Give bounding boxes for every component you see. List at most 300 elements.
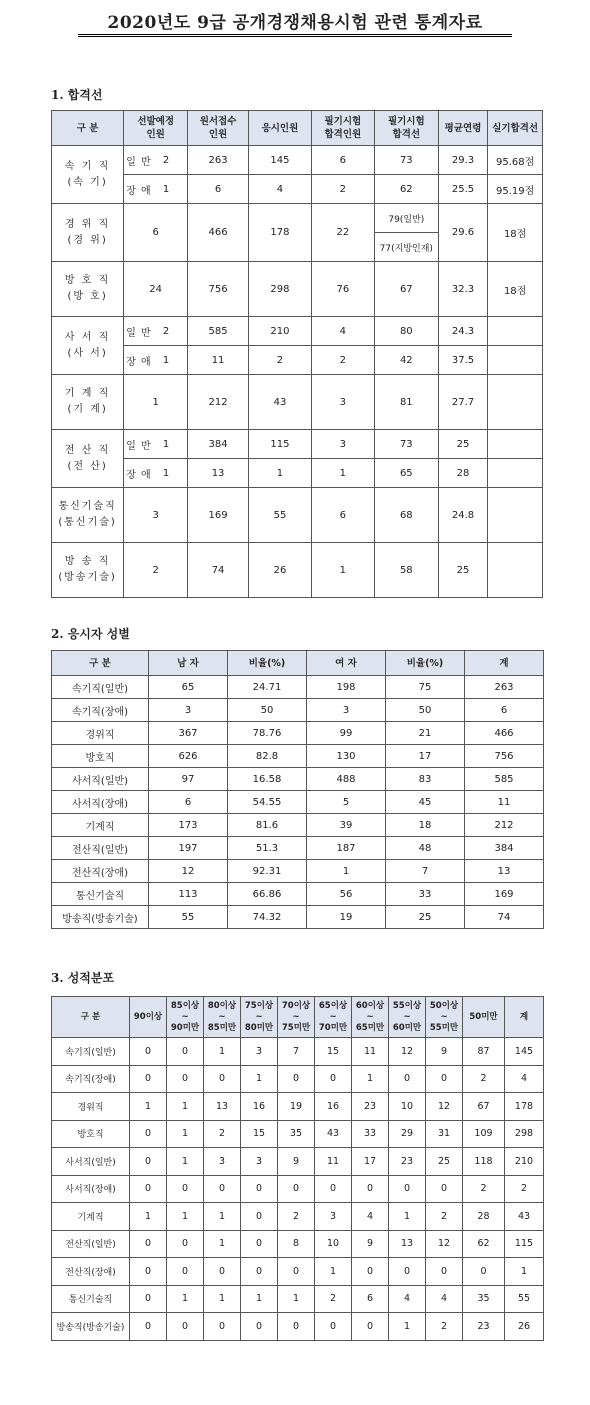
- table-cell: 15: [315, 1038, 352, 1066]
- table-cell: 19: [307, 906, 386, 929]
- cell-pass: 1: [311, 543, 374, 598]
- table-cell: 87: [463, 1038, 505, 1066]
- planned-count: 3: [124, 488, 188, 543]
- cell-pass: 22: [311, 204, 374, 262]
- row-label: 방송직(방송기술): [52, 906, 149, 929]
- table-header-row: [52, 997, 544, 1038]
- column-header: 남 자: [149, 651, 228, 676]
- table-cell: 2: [315, 1285, 352, 1313]
- cell-prac: [488, 459, 543, 488]
- column-header: 선발예정 인원: [124, 111, 188, 146]
- table-cell: 13: [389, 1230, 426, 1258]
- table-cell: 83: [386, 768, 465, 791]
- table-cell: 0: [130, 1038, 167, 1066]
- table-cell: 1: [167, 1203, 204, 1231]
- table-cell: 0: [167, 1313, 204, 1341]
- cell-cut: 68: [374, 488, 438, 543]
- table-cell: 178: [505, 1093, 544, 1121]
- table-row: [52, 791, 544, 814]
- table-cell: 0: [241, 1313, 278, 1341]
- table-cell: 48: [386, 837, 465, 860]
- table-row: [52, 175, 543, 204]
- cell-take: 4: [248, 175, 311, 204]
- cell-age: 29.3: [438, 146, 488, 175]
- table-cell: 0: [278, 1258, 315, 1286]
- planned-count: 2: [163, 146, 188, 175]
- table-cell: 0: [241, 1175, 278, 1203]
- cell-cut: 65: [374, 459, 438, 488]
- cell-prac: [488, 488, 543, 543]
- table-cell: 0: [167, 1038, 204, 1066]
- table-cell: 115: [505, 1230, 544, 1258]
- table-cell: 585: [465, 768, 544, 791]
- table-cell: 50: [386, 699, 465, 722]
- table-cell: 50: [228, 699, 307, 722]
- table-cell: 187: [307, 837, 386, 860]
- table-cell: 1: [352, 1065, 389, 1093]
- cell-pass: 3: [311, 430, 374, 459]
- cell-apply: 13: [188, 459, 249, 488]
- table-row: [52, 375, 543, 430]
- table-cell: 4: [389, 1285, 426, 1313]
- row-label: 속기직(일반): [52, 1038, 130, 1066]
- table-cell: 7: [386, 860, 465, 883]
- cell-age: 29.6: [438, 204, 488, 262]
- table-cell: 11: [465, 791, 544, 814]
- table-header-row: [52, 651, 544, 676]
- table-cell: 2: [278, 1203, 315, 1231]
- table-cell: 28: [463, 1203, 505, 1231]
- subtype-label: 장 애: [124, 346, 163, 375]
- row-label: 사서직(장애): [52, 1175, 130, 1203]
- table-cell: 54.55: [228, 791, 307, 814]
- cell-cut: 62: [374, 175, 438, 204]
- title-underline: [78, 34, 512, 37]
- column-header: 응시인원: [248, 111, 311, 146]
- table-cell: 0: [130, 1175, 167, 1203]
- table-cell: 9: [278, 1148, 315, 1176]
- table-cell: 1: [167, 1120, 204, 1148]
- position-name: 전 산 직 (전 산): [52, 430, 124, 488]
- column-header: 구 분: [52, 651, 149, 676]
- cell-prac: 18점: [488, 204, 543, 262]
- cell-apply: 263: [188, 146, 249, 175]
- position-name: 통신기술직 (통신기술): [52, 488, 124, 543]
- subtype-label: 장 애: [124, 459, 163, 488]
- cell-age: 27.7: [438, 375, 488, 430]
- column-header: 원서접수 인원: [188, 111, 249, 146]
- table-cell: 1: [167, 1093, 204, 1121]
- table-cell: 39: [307, 814, 386, 837]
- cell-apply: 6: [188, 175, 249, 204]
- gender-table: [51, 650, 544, 929]
- row-label: 방호직: [52, 1120, 130, 1148]
- position-name: 경 위 직 (경 위): [52, 204, 124, 262]
- table-cell: 1: [167, 1148, 204, 1176]
- table-cell: 367: [149, 722, 228, 745]
- table-cell: 0: [130, 1120, 167, 1148]
- cell-apply: 212: [188, 375, 249, 430]
- table-row: [52, 459, 543, 488]
- table-cell: 66.86: [228, 883, 307, 906]
- table-row: [52, 1038, 544, 1066]
- table-cell: 0: [278, 1175, 315, 1203]
- table-cell: 0: [241, 1258, 278, 1286]
- table-cell: 62: [463, 1230, 505, 1258]
- table-cell: 198: [307, 676, 386, 699]
- table-cell: 0: [278, 1065, 315, 1093]
- cell-take: 298: [248, 262, 311, 317]
- cell-age: 24.8: [438, 488, 488, 543]
- table-cell: 3: [315, 1203, 352, 1231]
- table-cell: 55: [505, 1285, 544, 1313]
- table-row: [52, 906, 544, 929]
- column-header: 비율(%): [386, 651, 465, 676]
- table-cell: 35: [463, 1285, 505, 1313]
- section1-heading: 1. 합격선: [51, 88, 103, 102]
- cell-age: 25.5: [438, 175, 488, 204]
- table-cell: 17: [386, 745, 465, 768]
- table-cell: 23: [463, 1313, 505, 1341]
- table-cell: 197: [149, 837, 228, 860]
- table-cell: 113: [149, 883, 228, 906]
- table-cell: 0: [352, 1313, 389, 1341]
- table-cell: 74.32: [228, 906, 307, 929]
- planned-count: 2: [163, 317, 188, 346]
- table-cell: 11: [352, 1038, 389, 1066]
- table-cell: 173: [149, 814, 228, 837]
- table-cell: 488: [307, 768, 386, 791]
- subtype-label: 일 반: [124, 430, 163, 459]
- row-label: 전산직(장애): [52, 860, 149, 883]
- column-header: 55이상 ~ 60미만: [389, 997, 426, 1038]
- table-row: [52, 1258, 544, 1286]
- table-cell: 2: [463, 1065, 505, 1093]
- table-row: [52, 204, 543, 233]
- table-cell: 0: [204, 1175, 241, 1203]
- table-cell: 9: [352, 1230, 389, 1258]
- cell-pass: 3: [311, 375, 374, 430]
- section3-heading: 3. 성적분포: [51, 971, 115, 985]
- table-cell: 16: [241, 1093, 278, 1121]
- row-label: 방호직: [52, 745, 149, 768]
- table-row: [52, 860, 544, 883]
- table-row: [52, 745, 544, 768]
- table-row: [52, 1175, 544, 1203]
- table-cell: 65: [149, 676, 228, 699]
- table-cell: 0: [204, 1065, 241, 1093]
- cell-prac: [488, 543, 543, 598]
- column-header: 계: [505, 997, 544, 1038]
- cell-prac: 18점: [488, 262, 543, 317]
- cell-take: 1: [248, 459, 311, 488]
- table-row: [52, 883, 544, 906]
- position-name: 방 송 직 (방송기술): [52, 543, 124, 598]
- cell-cut-regional: 77(지방인재): [374, 233, 438, 262]
- subtype-label: 일 반: [124, 146, 163, 175]
- table-cell: 24.71: [228, 676, 307, 699]
- table-cell: 0: [130, 1258, 167, 1286]
- cell-prac: [488, 317, 543, 346]
- cell-age: 28: [438, 459, 488, 488]
- table-cell: 45: [386, 791, 465, 814]
- row-label: 속기직(장애): [52, 1065, 130, 1093]
- column-header: 필기시험 합격선: [374, 111, 438, 146]
- table-cell: 78.76: [228, 722, 307, 745]
- table-cell: 756: [465, 745, 544, 768]
- table-cell: 0: [204, 1313, 241, 1341]
- planned-count: 2: [124, 543, 188, 598]
- table-cell: 35: [278, 1120, 315, 1148]
- cell-take: 26: [248, 543, 311, 598]
- table-row: [52, 722, 544, 745]
- cell-prac: 95.19점: [488, 175, 543, 204]
- table-cell: 4: [352, 1203, 389, 1231]
- table-cell: 1: [389, 1203, 426, 1231]
- table-row: [52, 1093, 544, 1121]
- table-cell: 11: [315, 1148, 352, 1176]
- column-header: 평균연령: [438, 111, 488, 146]
- table-cell: 0: [130, 1285, 167, 1313]
- column-header: 80이상 ~ 85미만: [204, 997, 241, 1038]
- cell-apply: 585: [188, 317, 249, 346]
- table-row: [52, 814, 544, 837]
- table-cell: 0: [241, 1230, 278, 1258]
- cell-age: 24.3: [438, 317, 488, 346]
- cell-pass: 2: [311, 175, 374, 204]
- table-cell: 13: [204, 1093, 241, 1121]
- cell-age: 25: [438, 543, 488, 598]
- column-header: 70이상 ~ 75미만: [278, 997, 315, 1038]
- table-cell: 99: [307, 722, 386, 745]
- table-cell: 51.3: [228, 837, 307, 860]
- cell-prac: 95.68점: [488, 146, 543, 175]
- cell-pass: 4: [311, 317, 374, 346]
- table-cell: 0: [426, 1065, 463, 1093]
- column-header: 65이상 ~ 70미만: [315, 997, 352, 1038]
- position-name: 사 서 직 (사 서): [52, 317, 124, 375]
- table-cell: 16: [315, 1093, 352, 1121]
- table-row: [52, 488, 543, 543]
- table-cell: 23: [352, 1093, 389, 1121]
- table-cell: 0: [130, 1148, 167, 1176]
- table-cell: 0: [389, 1258, 426, 1286]
- table-row: [52, 1313, 544, 1341]
- cell-cut: 73: [374, 430, 438, 459]
- table-cell: 92.31: [228, 860, 307, 883]
- subtype-label: 일 반: [124, 317, 163, 346]
- planned-count: 1: [163, 430, 188, 459]
- table-row: [52, 430, 543, 459]
- row-label: 통신기술직: [52, 1285, 130, 1313]
- table-row: [52, 543, 543, 598]
- table-cell: 2: [426, 1313, 463, 1341]
- table-cell: 81.6: [228, 814, 307, 837]
- table-cell: 0: [426, 1175, 463, 1203]
- table-cell: 0: [241, 1203, 278, 1231]
- table-cell: 1: [130, 1093, 167, 1121]
- table-cell: 74: [465, 906, 544, 929]
- planned-count: 1: [163, 175, 188, 204]
- table-cell: 21: [386, 722, 465, 745]
- table-cell: 1: [204, 1230, 241, 1258]
- cell-age: 37.5: [438, 346, 488, 375]
- table-cell: 2: [426, 1203, 463, 1231]
- table-cell: 169: [465, 883, 544, 906]
- row-label: 경위직: [52, 1093, 130, 1121]
- column-header: 50이상 ~ 55미만: [426, 997, 463, 1038]
- table-cell: 33: [352, 1120, 389, 1148]
- table-cell: 82.8: [228, 745, 307, 768]
- row-label: 전산직(장애): [52, 1258, 130, 1286]
- cell-prac: [488, 346, 543, 375]
- cell-prac: [488, 430, 543, 459]
- table-cell: 0: [315, 1175, 352, 1203]
- table-cell: 1: [130, 1203, 167, 1231]
- row-label: 속기직(일반): [52, 676, 149, 699]
- cell-pass: 76: [311, 262, 374, 317]
- cutoff-table: [51, 110, 543, 598]
- table-row: [52, 262, 543, 317]
- planned-count: 1: [163, 346, 188, 375]
- table-cell: 0: [352, 1258, 389, 1286]
- table-cell: 9: [426, 1038, 463, 1066]
- row-label: 사서직(장애): [52, 791, 149, 814]
- table-cell: 0: [389, 1065, 426, 1093]
- row-label: 전산직(일반): [52, 837, 149, 860]
- column-header: 필기시험 합격인원: [311, 111, 374, 146]
- table-cell: 1: [278, 1285, 315, 1313]
- column-header: 실기합격선: [488, 111, 543, 146]
- cell-take: 43: [248, 375, 311, 430]
- table-row: [52, 1285, 544, 1313]
- cell-cut-general: 79(일반): [374, 204, 438, 233]
- table-row: [52, 676, 544, 699]
- cell-cut: 73: [374, 146, 438, 175]
- page-title: 2020년도 9급 공개경쟁채용시험 관련 통계자료: [107, 13, 483, 33]
- table-cell: 6: [149, 791, 228, 814]
- column-header: 비율(%): [228, 651, 307, 676]
- cell-apply: 384: [188, 430, 249, 459]
- column-header: 60이상 ~ 65미만: [352, 997, 389, 1038]
- table-cell: 29: [389, 1120, 426, 1148]
- table-cell: 15: [241, 1120, 278, 1148]
- column-header: 90이상: [130, 997, 167, 1038]
- table-cell: 2: [204, 1120, 241, 1148]
- table-cell: 1: [204, 1285, 241, 1313]
- table-cell: 1: [204, 1203, 241, 1231]
- table-cell: 626: [149, 745, 228, 768]
- row-label: 경위직: [52, 722, 149, 745]
- row-label: 전산직(일반): [52, 1230, 130, 1258]
- table-cell: 1: [389, 1313, 426, 1341]
- table-cell: 145: [505, 1038, 544, 1066]
- cell-apply: 11: [188, 346, 249, 375]
- table-cell: 33: [386, 883, 465, 906]
- table-cell: 0: [204, 1258, 241, 1286]
- table-cell: 25: [386, 906, 465, 929]
- table-cell: 18: [386, 814, 465, 837]
- cell-pass: 6: [311, 146, 374, 175]
- column-header: 구 분: [52, 111, 124, 146]
- table-row: [52, 699, 544, 722]
- table-cell: 67: [463, 1093, 505, 1121]
- table-cell: 12: [389, 1038, 426, 1066]
- table-cell: 212: [465, 814, 544, 837]
- table-cell: 4: [505, 1065, 544, 1093]
- column-header: 50미만: [463, 997, 505, 1038]
- table-cell: 0: [167, 1065, 204, 1093]
- table-cell: 97: [149, 768, 228, 791]
- table-cell: 0: [463, 1258, 505, 1286]
- cell-take: 2: [248, 346, 311, 375]
- table-cell: 118: [463, 1148, 505, 1176]
- table-row: [52, 1230, 544, 1258]
- row-label: 기계직: [52, 1203, 130, 1231]
- cell-cut: 80: [374, 317, 438, 346]
- table-cell: 10: [389, 1093, 426, 1121]
- table-cell: 298: [505, 1120, 544, 1148]
- table-cell: 43: [505, 1203, 544, 1231]
- table-row: [52, 837, 544, 860]
- table-cell: 210: [505, 1148, 544, 1176]
- table-row: [52, 1120, 544, 1148]
- table-cell: 3: [241, 1148, 278, 1176]
- cell-take: 115: [248, 430, 311, 459]
- table-cell: 55: [149, 906, 228, 929]
- section2-heading: 2. 응시자 성별: [51, 627, 130, 641]
- table-cell: 0: [389, 1175, 426, 1203]
- column-header: 85이상 ~ 90미만: [167, 997, 204, 1038]
- table-cell: 3: [204, 1148, 241, 1176]
- cell-take: 145: [248, 146, 311, 175]
- table-cell: 0: [426, 1258, 463, 1286]
- table-cell: 0: [167, 1175, 204, 1203]
- table-cell: 2: [505, 1175, 544, 1203]
- row-label: 속기직(장애): [52, 699, 149, 722]
- table-cell: 384: [465, 837, 544, 860]
- subtype-label: 장 애: [124, 175, 163, 204]
- cell-age: 32.3: [438, 262, 488, 317]
- table-cell: 8: [278, 1230, 315, 1258]
- row-label: 사서직(일반): [52, 1148, 130, 1176]
- table-cell: 10: [315, 1230, 352, 1258]
- table-cell: 130: [307, 745, 386, 768]
- table-cell: 3: [307, 699, 386, 722]
- table-cell: 56: [307, 883, 386, 906]
- cell-cut: 58: [374, 543, 438, 598]
- table-row: [52, 768, 544, 791]
- cell-cut: 81: [374, 375, 438, 430]
- table-cell: 12: [426, 1230, 463, 1258]
- table-cell: 0: [130, 1065, 167, 1093]
- table-cell: 263: [465, 676, 544, 699]
- planned-count: 1: [163, 459, 188, 488]
- table-row: [52, 1203, 544, 1231]
- cell-apply: 169: [188, 488, 249, 543]
- table-row: [52, 146, 543, 175]
- cell-age: 25: [438, 430, 488, 459]
- table-row: [52, 317, 543, 346]
- cell-cut: 42: [374, 346, 438, 375]
- table-cell: 466: [465, 722, 544, 745]
- table-cell: 19: [278, 1093, 315, 1121]
- table-row: [52, 1065, 544, 1093]
- table-cell: 2: [463, 1175, 505, 1203]
- table-cell: 12: [149, 860, 228, 883]
- table-cell: 0: [315, 1065, 352, 1093]
- planned-count: 24: [124, 262, 188, 317]
